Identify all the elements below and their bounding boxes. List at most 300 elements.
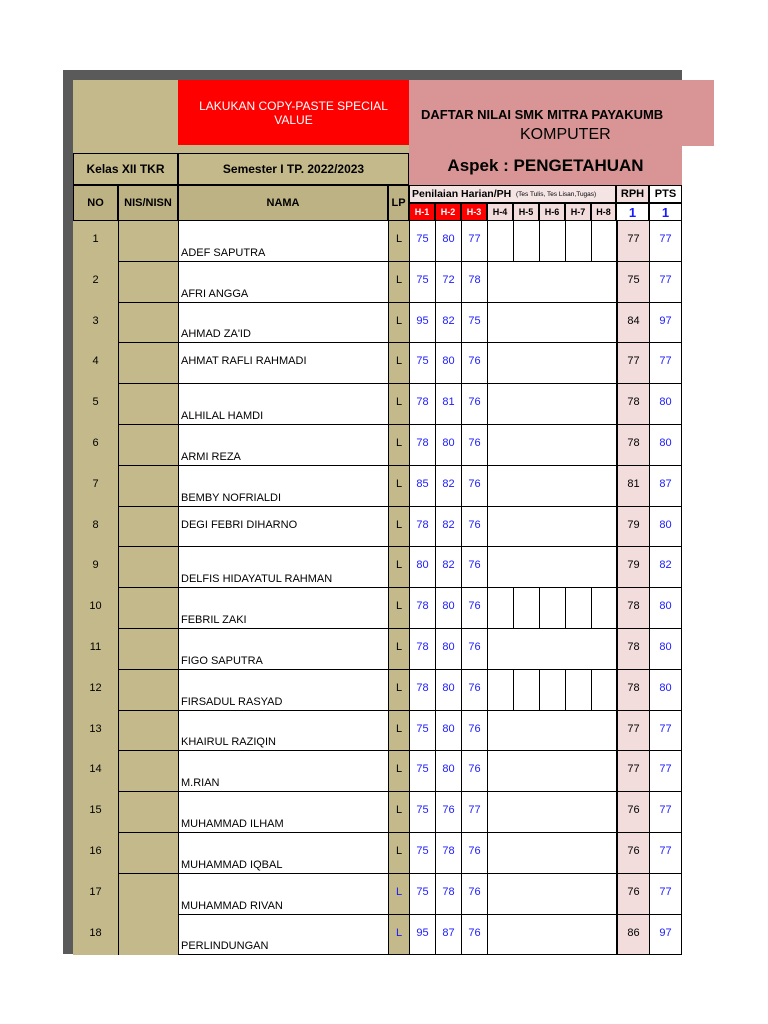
row-no-cell[interactable]	[73, 833, 118, 874]
row-h3-cell[interactable]	[461, 221, 487, 262]
row-h8-cell[interactable]	[591, 343, 616, 384]
row-name-cell[interactable]	[178, 874, 388, 915]
row-h1-cell[interactable]	[409, 588, 435, 629]
row-h7-cell[interactable]	[565, 915, 591, 955]
row-rph-cell[interactable]	[616, 833, 649, 874]
header-lp-text: LP	[391, 197, 406, 209]
row-h1-cell[interactable]	[409, 547, 435, 588]
row-lp-cell[interactable]	[388, 915, 409, 955]
row-h2-cell[interactable]	[435, 547, 461, 588]
row-h4-cell[interactable]	[487, 547, 513, 588]
row-h7-cell[interactable]	[565, 303, 591, 343]
row-h1-cell[interactable]	[409, 915, 435, 955]
row-h2-cell[interactable]	[435, 303, 461, 343]
row-pts: 80	[659, 519, 672, 531]
row-h4-cell[interactable]	[487, 507, 513, 547]
row-h8-cell[interactable]	[591, 711, 616, 751]
row-rph-cell[interactable]	[616, 303, 649, 343]
row-nis-cell[interactable]	[118, 547, 178, 588]
row-pts-cell[interactable]	[649, 711, 682, 751]
row-lp: L	[395, 355, 403, 367]
semester-cell	[178, 153, 409, 185]
row-pts-cell[interactable]	[649, 384, 682, 425]
row-h1-cell[interactable]	[409, 425, 435, 466]
row-no-cell[interactable]	[73, 588, 118, 629]
row-h3: 77	[468, 233, 481, 245]
row-pts-cell[interactable]	[649, 833, 682, 874]
row-h1-cell[interactable]	[409, 384, 435, 425]
row-nis-cell[interactable]	[118, 629, 178, 670]
row-nis-cell[interactable]	[118, 303, 178, 343]
row-no: 6	[92, 437, 99, 449]
row-h3-cell[interactable]	[461, 343, 487, 384]
row-pts: 97	[659, 315, 672, 327]
row-rph-cell[interactable]	[616, 792, 649, 833]
row-name-cell[interactable]	[178, 751, 388, 792]
row-lp-cell[interactable]	[388, 751, 409, 792]
row-pts-cell[interactable]	[649, 670, 682, 711]
row-h4-cell[interactable]	[487, 670, 513, 711]
row-rph-cell[interactable]	[616, 711, 649, 751]
row-h3: 76	[468, 927, 481, 939]
row-nis-cell[interactable]	[118, 874, 178, 915]
row-h3-cell[interactable]	[461, 711, 487, 751]
row-no-cell[interactable]	[73, 670, 118, 711]
row-nis-cell[interactable]	[118, 507, 178, 547]
row-h2-cell[interactable]	[435, 711, 461, 751]
row-h5-cell[interactable]	[513, 874, 539, 915]
row-h8-cell[interactable]	[591, 751, 616, 792]
header-rph-text: RPH	[620, 188, 645, 200]
row-h1-cell[interactable]	[409, 303, 435, 343]
aspect-label: Aspek : PENGETAHUAN	[447, 155, 644, 175]
row-nis-cell[interactable]	[118, 670, 178, 711]
row-name-cell[interactable]	[178, 915, 388, 955]
row-h7-cell[interactable]	[565, 425, 591, 466]
row-pts-cell[interactable]	[649, 915, 682, 955]
aspect-cell	[409, 146, 682, 185]
row-h7-cell[interactable]	[565, 343, 591, 384]
row-h4-cell[interactable]	[487, 629, 513, 670]
row-h1-cell[interactable]	[409, 221, 435, 262]
row-pts: 77	[659, 886, 672, 898]
row-h3-cell[interactable]	[461, 588, 487, 629]
row-no-cell[interactable]	[73, 915, 118, 955]
row-h8-cell[interactable]	[591, 262, 616, 303]
row-h3-cell[interactable]	[461, 384, 487, 425]
row-name-cell[interactable]	[178, 262, 388, 303]
row-h6-cell[interactable]	[539, 303, 565, 343]
row-h7-cell[interactable]	[565, 711, 591, 751]
header-h2	[435, 203, 461, 221]
row-h6-cell[interactable]	[539, 425, 565, 466]
row-h6-cell[interactable]	[539, 466, 565, 507]
row-h8-cell[interactable]	[591, 221, 616, 262]
row-no-cell[interactable]	[73, 629, 118, 670]
row-nis-cell[interactable]	[118, 425, 178, 466]
row-h8-cell[interactable]	[591, 547, 616, 588]
row-h6-cell[interactable]	[539, 262, 565, 303]
row-h7-cell[interactable]	[565, 262, 591, 303]
row-h3-cell[interactable]	[461, 629, 487, 670]
row-pts-cell[interactable]	[649, 425, 682, 466]
row-nis-cell[interactable]	[118, 915, 178, 955]
row-lp-cell[interactable]	[388, 425, 409, 466]
row-h3-cell[interactable]	[461, 507, 487, 547]
row-h7-cell[interactable]	[565, 833, 591, 874]
row-h3-cell[interactable]	[461, 303, 487, 343]
row-h4-cell[interactable]	[487, 221, 513, 262]
row-h5-cell[interactable]	[513, 629, 539, 670]
row-h2-cell[interactable]	[435, 262, 461, 303]
row-no-cell[interactable]	[73, 711, 118, 751]
row-h6-cell[interactable]	[539, 751, 565, 792]
row-h3-cell[interactable]	[461, 262, 487, 303]
kelas-label: Kelas XII TKR	[86, 162, 165, 176]
row-h6-cell[interactable]	[539, 384, 565, 425]
row-h1-cell[interactable]	[409, 629, 435, 670]
row-h7-cell[interactable]	[565, 221, 591, 262]
row-lp-cell[interactable]	[388, 466, 409, 507]
row-lp-cell[interactable]	[388, 670, 409, 711]
row-lp-cell[interactable]	[388, 384, 409, 425]
row-h7-cell[interactable]	[565, 466, 591, 507]
row-no: 17	[89, 886, 102, 898]
row-h4-cell[interactable]	[487, 262, 513, 303]
row-pts: 80	[659, 600, 672, 612]
row-h8-cell[interactable]	[591, 303, 616, 343]
row-h5-cell[interactable]	[513, 343, 539, 384]
row-h4-cell[interactable]	[487, 792, 513, 833]
row-pts-cell[interactable]	[649, 507, 682, 547]
row-h3: 78	[468, 274, 481, 286]
row-h5-cell[interactable]	[513, 425, 539, 466]
row-h4-cell[interactable]	[487, 588, 513, 629]
row-h3-cell[interactable]	[461, 874, 487, 915]
row-h8-cell[interactable]	[591, 588, 616, 629]
row-h7-cell[interactable]	[565, 629, 591, 670]
row-lp-cell[interactable]	[388, 547, 409, 588]
row-h4-cell[interactable]	[487, 343, 513, 384]
row-lp-cell[interactable]	[388, 588, 409, 629]
row-lp-cell[interactable]	[388, 711, 409, 751]
row-h8-cell[interactable]	[591, 384, 616, 425]
row-h2-cell[interactable]	[435, 384, 461, 425]
row-h5-cell[interactable]	[513, 792, 539, 833]
row-h5-cell[interactable]	[513, 507, 539, 547]
row-h3-cell[interactable]	[461, 425, 487, 466]
row-h1: 78	[416, 682, 429, 694]
row-rph-cell[interactable]	[616, 670, 649, 711]
row-name: MUHAMMAD RIVAN	[181, 900, 283, 912]
row-h1-cell[interactable]	[409, 833, 435, 874]
row-h1: 75	[416, 845, 429, 857]
row-h5-cell[interactable]	[513, 547, 539, 588]
row-h1: 95	[416, 927, 429, 939]
row-rph-cell[interactable]	[616, 629, 649, 670]
header-nis	[118, 185, 178, 221]
row-h2-cell[interactable]	[435, 833, 461, 874]
row-h1-cell[interactable]	[409, 262, 435, 303]
row-h6-cell[interactable]	[539, 711, 565, 751]
row-pts: 97	[659, 927, 672, 939]
row-h3: 76	[468, 396, 481, 408]
row-h5-cell[interactable]	[513, 221, 539, 262]
row-h7-cell[interactable]	[565, 588, 591, 629]
row-lp-cell[interactable]	[388, 874, 409, 915]
row-rph-cell[interactable]	[616, 221, 649, 262]
school-title: DAFTAR NILAI SMK MITRA PAYAKUMB	[421, 107, 664, 122]
row-h8-cell[interactable]	[591, 833, 616, 874]
row-h5-cell[interactable]	[513, 751, 539, 792]
row-h7-cell[interactable]	[565, 507, 591, 547]
row-no-cell[interactable]	[73, 507, 118, 547]
row-pts-cell[interactable]	[649, 262, 682, 303]
row-name-cell[interactable]	[178, 507, 388, 547]
row-name-cell[interactable]	[178, 425, 388, 466]
row-nis-cell[interactable]	[118, 588, 178, 629]
row-no-cell[interactable]	[73, 547, 118, 588]
row-rph: 84	[627, 315, 640, 327]
row-h3-cell[interactable]	[461, 792, 487, 833]
row-h3-cell[interactable]	[461, 751, 487, 792]
row-h1: 75	[416, 274, 429, 286]
row-h2-cell[interactable]	[435, 670, 461, 711]
header-nis-text: NIS/NISN	[124, 197, 172, 209]
row-h1-cell[interactable]	[409, 343, 435, 384]
row-name-cell[interactable]	[178, 343, 388, 384]
row-rph: 77	[627, 723, 640, 735]
row-lp: L	[395, 641, 403, 653]
row-rph-cell[interactable]	[616, 384, 649, 425]
row-h5-cell[interactable]	[513, 670, 539, 711]
row-h5-cell[interactable]	[513, 262, 539, 303]
row-h4-cell[interactable]	[487, 466, 513, 507]
row-rph: 79	[627, 559, 640, 571]
row-pts: 77	[659, 763, 672, 775]
row-h2-cell[interactable]	[435, 588, 461, 629]
row-h5-cell[interactable]	[513, 466, 539, 507]
row-h1: 95	[416, 315, 429, 327]
pts-weight-text: 1	[661, 204, 670, 220]
row-lp-cell[interactable]	[388, 833, 409, 874]
row-pts-cell[interactable]	[649, 221, 682, 262]
row-lp-cell[interactable]	[388, 303, 409, 343]
row-h4-cell[interactable]	[487, 833, 513, 874]
row-rph-cell[interactable]	[616, 343, 649, 384]
row-rph: 77	[627, 763, 640, 775]
row-h5-cell[interactable]	[513, 711, 539, 751]
row-rph-cell[interactable]	[616, 262, 649, 303]
row-h6-cell[interactable]	[539, 629, 565, 670]
row-name-cell[interactable]	[178, 711, 388, 751]
row-h7-cell[interactable]	[565, 792, 591, 833]
row-h7-cell[interactable]	[565, 670, 591, 711]
row-pts-cell[interactable]	[649, 629, 682, 670]
row-h1-cell[interactable]	[409, 670, 435, 711]
row-lp-cell[interactable]	[388, 629, 409, 670]
row-rph-cell[interactable]	[616, 547, 649, 588]
row-no-cell[interactable]	[73, 792, 118, 833]
row-no-cell[interactable]	[73, 874, 118, 915]
row-h1: 78	[416, 396, 429, 408]
row-h3-cell[interactable]	[461, 670, 487, 711]
row-h6-cell[interactable]	[539, 874, 565, 915]
row-h1-cell[interactable]	[409, 751, 435, 792]
row-name-cell[interactable]	[178, 833, 388, 874]
row-h2-cell[interactable]	[435, 507, 461, 547]
row-pts-cell[interactable]	[649, 303, 682, 343]
row-h2-cell[interactable]	[435, 425, 461, 466]
row-h6-cell[interactable]	[539, 833, 565, 874]
row-h2-cell[interactable]	[435, 874, 461, 915]
row-pts-cell[interactable]	[649, 466, 682, 507]
row-no-cell[interactable]	[73, 425, 118, 466]
row-h8-cell[interactable]	[591, 792, 616, 833]
row-name: FEBRIL ZAKI	[181, 614, 247, 626]
header-ph	[409, 185, 616, 203]
row-h3-cell[interactable]	[461, 466, 487, 507]
row-no-cell[interactable]	[73, 466, 118, 507]
row-pts-cell[interactable]	[649, 588, 682, 629]
row-h5-cell[interactable]	[513, 303, 539, 343]
row-h6-cell[interactable]	[539, 547, 565, 588]
row-h1-cell[interactable]	[409, 466, 435, 507]
row-lp-cell[interactable]	[388, 262, 409, 303]
row-no-cell[interactable]	[73, 384, 118, 425]
row-h5-cell[interactable]	[513, 833, 539, 874]
row-h2-cell[interactable]	[435, 792, 461, 833]
header-h4	[487, 203, 513, 221]
row-no: 16	[89, 845, 102, 857]
row-h8-cell[interactable]	[591, 466, 616, 507]
row-no-cell[interactable]	[73, 343, 118, 384]
row-h4-cell[interactable]	[487, 711, 513, 751]
row-h7-cell[interactable]	[565, 751, 591, 792]
row-name-cell[interactable]	[178, 221, 388, 262]
row-rph-cell[interactable]	[616, 425, 649, 466]
row-nis-cell[interactable]	[118, 221, 178, 262]
row-nis-cell[interactable]	[118, 262, 178, 303]
row-h8-cell[interactable]	[591, 425, 616, 466]
row-h6-cell[interactable]	[539, 670, 565, 711]
row-h4-cell[interactable]	[487, 874, 513, 915]
row-pts-cell[interactable]	[649, 874, 682, 915]
row-h7-cell[interactable]	[565, 874, 591, 915]
row-nis-cell[interactable]	[118, 833, 178, 874]
row-h2-cell[interactable]	[435, 915, 461, 955]
row-h1-cell[interactable]	[409, 874, 435, 915]
row-h4-cell[interactable]	[487, 915, 513, 955]
row-h2-cell[interactable]	[435, 343, 461, 384]
row-h6-cell[interactable]	[539, 221, 565, 262]
row-h8-cell[interactable]	[591, 874, 616, 915]
header-nama-text: NAMA	[266, 197, 300, 209]
row-lp-cell[interactable]	[388, 343, 409, 384]
row-h5-cell[interactable]	[513, 588, 539, 629]
row-h3-cell[interactable]	[461, 833, 487, 874]
row-name-cell[interactable]	[178, 384, 388, 425]
row-rph-cell[interactable]	[616, 507, 649, 547]
row-h6-cell[interactable]	[539, 792, 565, 833]
row-nis-cell[interactable]	[118, 792, 178, 833]
row-rph-cell[interactable]	[616, 466, 649, 507]
row-rph: 78	[627, 396, 640, 408]
row-no-cell[interactable]	[73, 221, 118, 262]
row-h6-cell[interactable]	[539, 915, 565, 955]
row-h4-cell[interactable]	[487, 751, 513, 792]
row-h6-cell[interactable]	[539, 588, 565, 629]
row-no-cell[interactable]	[73, 303, 118, 343]
header-no-text: NO	[87, 197, 104, 209]
row-h3: 75	[468, 315, 481, 327]
row-h5-cell[interactable]	[513, 915, 539, 955]
h3-label: H-3	[466, 207, 482, 217]
row-pts-cell[interactable]	[649, 547, 682, 588]
row-name: FIGO SAPUTRA	[181, 655, 263, 667]
row-rph-cell[interactable]	[616, 751, 649, 792]
row-name-cell[interactable]	[178, 792, 388, 833]
row-h3-cell[interactable]	[461, 915, 487, 955]
row-h6-cell[interactable]	[539, 507, 565, 547]
row-name-cell[interactable]	[178, 629, 388, 670]
row-nis-cell[interactable]	[118, 466, 178, 507]
row-h4-cell[interactable]	[487, 303, 513, 343]
row-nis-cell[interactable]	[118, 343, 178, 384]
row-h2-cell[interactable]	[435, 221, 461, 262]
row-no-cell[interactable]	[73, 262, 118, 303]
row-name-cell[interactable]	[178, 303, 388, 343]
row-name-cell[interactable]	[178, 670, 388, 711]
row-lp-cell[interactable]	[388, 507, 409, 547]
row-pts-cell[interactable]	[649, 792, 682, 833]
row-h3: 76	[468, 519, 481, 531]
row-h8-cell[interactable]	[591, 915, 616, 955]
row-no-cell[interactable]	[73, 751, 118, 792]
row-h4-cell[interactable]	[487, 384, 513, 425]
row-rph-cell[interactable]	[616, 874, 649, 915]
row-lp-cell[interactable]	[388, 221, 409, 262]
row-h6-cell[interactable]	[539, 343, 565, 384]
row-h8-cell[interactable]	[591, 670, 616, 711]
row-h2-cell[interactable]	[435, 629, 461, 670]
row-pts-cell[interactable]	[649, 751, 682, 792]
row-name-cell[interactable]	[178, 547, 388, 588]
row-h1-cell[interactable]	[409, 711, 435, 751]
row-nis-cell[interactable]	[118, 711, 178, 751]
row-name: DELFIS HIDAYATUL RAHMAN	[181, 573, 333, 585]
row-h8-cell[interactable]	[591, 629, 616, 670]
row-name-cell[interactable]	[178, 588, 388, 629]
row-h3-cell[interactable]	[461, 547, 487, 588]
row-h7-cell[interactable]	[565, 384, 591, 425]
row-name-cell[interactable]	[178, 466, 388, 507]
row-nis-cell[interactable]	[118, 751, 178, 792]
row-h8-cell[interactable]	[591, 507, 616, 547]
row-h2-cell[interactable]	[435, 751, 461, 792]
row-h5-cell[interactable]	[513, 384, 539, 425]
row-h4-cell[interactable]	[487, 425, 513, 466]
row-lp-cell[interactable]	[388, 792, 409, 833]
row-h1-cell[interactable]	[409, 792, 435, 833]
row-nis-cell[interactable]	[118, 384, 178, 425]
row-h2-cell[interactable]	[435, 466, 461, 507]
row-rph-cell[interactable]	[616, 915, 649, 955]
row-pts-cell[interactable]	[649, 343, 682, 384]
row-h7-cell[interactable]	[565, 547, 591, 588]
row-h1-cell[interactable]	[409, 507, 435, 547]
row-rph-cell[interactable]	[616, 588, 649, 629]
